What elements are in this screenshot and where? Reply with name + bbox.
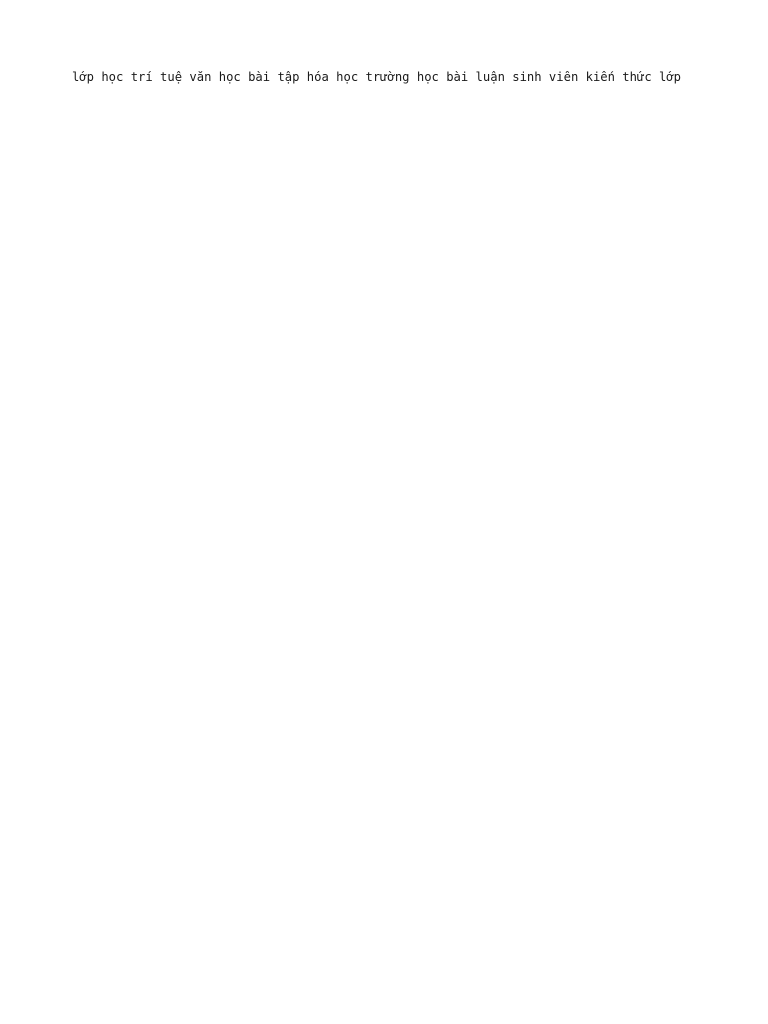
text-line — [72, 443, 702, 456]
text-line — [72, 297, 702, 310]
text-line — [72, 84, 702, 97]
text-line — [72, 350, 702, 363]
text-line — [72, 789, 702, 802]
text-line — [72, 643, 702, 656]
text-line — [72, 776, 702, 789]
text-line — [72, 151, 702, 164]
text-line — [72, 563, 702, 576]
text-line — [72, 550, 702, 563]
text-line — [72, 417, 702, 430]
text-line — [72, 683, 702, 696]
text-line — [72, 270, 702, 283]
text-line — [72, 324, 702, 337]
text-line — [72, 390, 702, 403]
text-line — [72, 696, 702, 709]
text-line — [72, 457, 702, 470]
text-line — [72, 430, 702, 443]
text-line — [72, 177, 702, 190]
text-line — [72, 137, 702, 150]
text-line — [72, 364, 702, 377]
text-line — [72, 124, 702, 137]
body-paragraph — [72, 71, 702, 842]
text-line — [72, 709, 702, 722]
text-line — [72, 191, 702, 204]
text-line — [72, 497, 702, 510]
text-line — [72, 111, 702, 124]
text-line — [72, 656, 702, 669]
text-line — [72, 257, 702, 270]
text-line — [72, 98, 702, 111]
text-line — [72, 590, 702, 603]
text-line — [72, 616, 702, 629]
text-line — [72, 669, 702, 682]
text-line — [72, 510, 702, 523]
text-line — [72, 723, 702, 736]
text-line — [72, 483, 702, 496]
text-line — [72, 629, 702, 642]
text-line — [72, 403, 702, 416]
text-line — [72, 231, 702, 244]
text-line — [72, 470, 702, 483]
text-line — [72, 244, 702, 257]
text-line: lớp học trí tuệ văn học bài tập hóa học trường học bài luận sinh viên kiến thức lớp — [72, 71, 682, 84]
text-line — [72, 204, 702, 217]
text-line — [72, 736, 702, 749]
text-line — [72, 536, 702, 549]
text-line — [72, 310, 702, 323]
text-line — [72, 284, 702, 297]
text-line — [72, 377, 702, 390]
text-line — [72, 217, 702, 230]
text-line — [72, 603, 702, 616]
text-line — [72, 576, 702, 589]
text-line — [72, 829, 702, 842]
text-line — [72, 762, 702, 775]
text-line — [72, 164, 702, 177]
text-line — [72, 523, 702, 536]
text-line — [72, 337, 702, 350]
text-line — [72, 816, 702, 829]
text-line — [72, 802, 702, 815]
text-line — [72, 749, 702, 762]
